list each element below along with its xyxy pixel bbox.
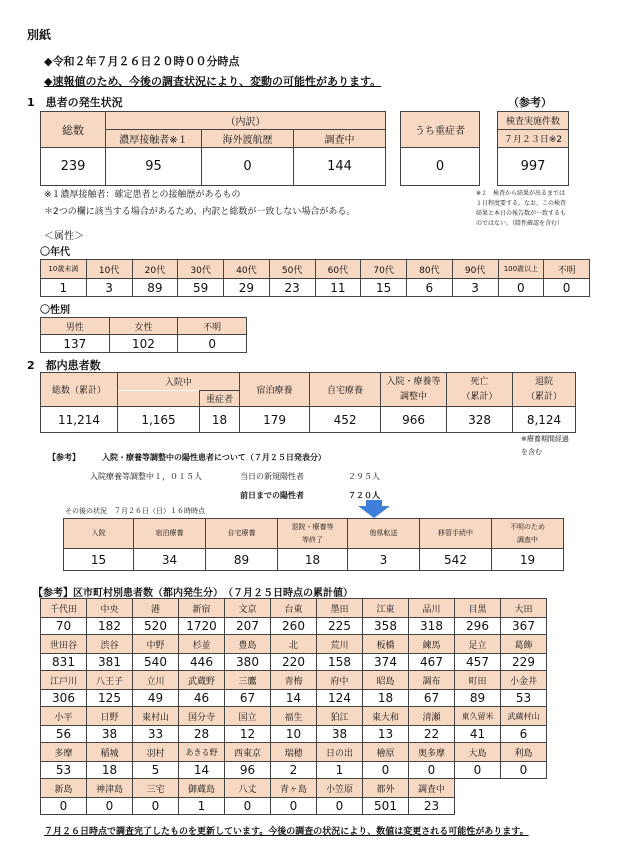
municipality-name-cell: 三宅 (133, 779, 179, 798)
municipality-name-cell: 豊島 (225, 635, 271, 654)
municipality-name-cell: 西東京 (225, 743, 271, 762)
municipality-value-cell: 158 (317, 654, 363, 671)
ref-header-cell: 入院 (64, 519, 134, 549)
severe-table (400, 111, 480, 186)
value-close-contact: 95 (106, 148, 202, 186)
municipality-name-cell: 武蔵村山 (501, 707, 547, 726)
municipality-name-cell: 日の出 (317, 743, 363, 762)
municipality-name-cell: 港 (133, 599, 179, 618)
age-value-cell: 11 (315, 279, 361, 297)
municipality-value-cell: 18 (363, 690, 409, 707)
age-value-cell: 1 (41, 279, 87, 297)
municipality-name-cell: 足立 (455, 635, 501, 654)
municipality-value-cell: 540 (133, 654, 179, 671)
municipality-value-cell: 0 (409, 762, 455, 779)
municipality-value-cell: 14 (271, 690, 317, 707)
municipality-name-cell: 練馬 (409, 635, 455, 654)
municipality-name-cell: 荒川 (317, 635, 363, 654)
ref-title: 入院・療養等調整中の陽性患者について（７月２５日発表分） (102, 453, 326, 462)
age-value-cell: 3 (452, 279, 498, 297)
municipality-value-cell: 56 (41, 726, 87, 743)
municipality-name-cell: 昭島 (363, 671, 409, 690)
value-home: 452 (310, 407, 381, 433)
age-value-cell: 89 (132, 279, 178, 297)
ref-header-cell: 移管手続中 (420, 519, 492, 549)
municipality-name-cell: 八王子 (87, 671, 133, 690)
preliminary-notice: ◆速報値のため、今後の調査状況により、変動の可能性があります。 (44, 75, 382, 88)
municipality-name-cell: 羽村 (133, 743, 179, 762)
municipality-name-cell: 中野 (133, 635, 179, 654)
municipality-name-cell: 立川 (133, 671, 179, 690)
municipality-name-cell: 北 (271, 635, 317, 654)
municipality-name-cell: 小笠原 (317, 779, 363, 798)
municipality-value-cell: 374 (363, 654, 409, 671)
header-tests-date: ７月２３日※2 (498, 130, 569, 148)
note-mismatch: ＊2つの欄に該当する場合があるため、内訳と総数が一致しない場合がある。 (44, 207, 356, 217)
value-cumulative-total: 11,214 (41, 407, 118, 433)
municipality-value-cell: 0 (41, 798, 87, 815)
age-value-cell: 0 (544, 279, 590, 297)
ref-header-cell: 宿泊療養 (134, 519, 206, 549)
municipality-value-cell: 0 (271, 798, 317, 815)
municipality-value-cell: 18 (87, 762, 133, 779)
ref-value-cell: 89 (206, 549, 278, 571)
municipality-name-cell: 三鷹 (225, 671, 271, 690)
note-close-contact: ※１濃厚接触者：確定患者との接触歴があるもの (44, 190, 241, 200)
municipality-name-cell: 中央 (87, 599, 133, 618)
municipality-value-row (41, 762, 547, 779)
header-total: 総数 (41, 112, 106, 148)
age-value-cell: 15 (361, 279, 407, 297)
municipality-name-cell: 八丈 (225, 779, 271, 798)
municipality-name-row (41, 743, 547, 762)
sex-label: 〇性別 (40, 305, 70, 316)
ref-value-cell: 3 (348, 549, 420, 571)
header-home: 自宅療養 (310, 373, 381, 407)
municipality-value-cell: 96 (225, 762, 271, 779)
municipality-value-row (41, 618, 547, 635)
municipality-name-cell: 武蔵野 (179, 671, 225, 690)
age-header-cell: 10歳未満 (41, 260, 87, 279)
municipality-value-row (41, 798, 547, 815)
municipality-value-cell: 381 (87, 654, 133, 671)
header-discharged: 退院 （累計） (513, 373, 576, 407)
municipality-name-cell: 青梅 (271, 671, 317, 690)
sex-header-cell: 男性 (41, 318, 110, 335)
value-total: 239 (41, 148, 106, 186)
municipality-value-cell: 1720 (179, 618, 225, 635)
municipality-value-cell: 23 (409, 798, 455, 815)
municipality-name-cell: 大島 (455, 743, 501, 762)
age-value-cell: 23 (269, 279, 315, 297)
header-adjusting: 入院・療養等 調整中 (381, 373, 447, 407)
municipality-table (40, 598, 547, 815)
municipality-value-cell: 0 (363, 762, 409, 779)
tests-table (497, 111, 569, 186)
municipality-value-cell: 501 (363, 798, 409, 815)
sex-table (40, 317, 247, 353)
municipality-value-cell: 125 (87, 690, 133, 707)
municipality-value-cell: 6 (501, 726, 547, 743)
value-deaths: 328 (447, 407, 513, 433)
municipality-value-cell: 33 (133, 726, 179, 743)
ref-header-cell: 自宅療養 (206, 519, 278, 549)
ref-prev-positive-value: ７２０人 (348, 491, 380, 500)
municipality-name-cell: 福生 (271, 707, 317, 726)
municipality-value-cell: 124 (317, 690, 363, 707)
municipality-name-cell: 国立 (225, 707, 271, 726)
municipality-name-cell: 町田 (455, 671, 501, 690)
municipality-name-cell: あきる野 (179, 743, 225, 762)
municipality-name-cell: 江東 (363, 599, 409, 618)
municipality-value-cell: 5 (133, 762, 179, 779)
municipality-value-cell: 0 (133, 798, 179, 815)
header-investigating: 調査中 (294, 130, 386, 148)
municipality-value-cell: 225 (317, 618, 363, 635)
header-hospitalized: 入院中 (118, 373, 240, 391)
reference-label: （参考） (508, 96, 552, 109)
age-value-cell: 3 (86, 279, 132, 297)
municipality-name-cell: 都外 (363, 779, 409, 798)
value-adjusting: 966 (381, 407, 447, 433)
age-header-cell: 50代 (269, 260, 315, 279)
value-severe-cases: 18 (200, 407, 240, 433)
municipality-name-cell: 東久留米 (455, 707, 501, 726)
municipality-value-cell: 182 (87, 618, 133, 635)
municipality-name-row (41, 599, 547, 618)
municipality-value-cell: 0 (455, 762, 501, 779)
municipality-value-cell: 89 (455, 690, 501, 707)
value-hospitalized: 1,165 (118, 407, 200, 433)
note-discharged: ※療養期間経過 を含む (521, 435, 569, 456)
municipality-value-cell: 0 (317, 798, 363, 815)
ref-value-cell: 34 (134, 549, 206, 571)
attributes-label: ＜属性＞ (44, 231, 84, 242)
ref-header-cell: 不明のため 調査中 (492, 519, 564, 549)
age-header-cell: 20代 (132, 260, 178, 279)
age-table (40, 259, 590, 297)
age-header-cell: 100歳以上 (498, 260, 544, 279)
municipality-name-cell: 江戸川 (41, 671, 87, 690)
ref-value-cell: 19 (492, 549, 564, 571)
municipality-value-cell: 207 (225, 618, 271, 635)
municipality-name-row (41, 671, 547, 690)
municipality-value-cell: 0 (501, 762, 547, 779)
note-tests: ※２ 検査から結果が出るまでは １日程度要する。なお、この検査 結果と本日の報告数が一致するも のではない。（陰性確認を含む） (476, 190, 567, 227)
municipality-name-cell: 青ヶ島 (271, 779, 317, 798)
municipality-value-cell: 22 (409, 726, 455, 743)
age-value-cell: 59 (178, 279, 224, 297)
ref-value-cell: 542 (420, 549, 492, 571)
tokyo-patients-table (40, 372, 576, 433)
municipality-value-cell: 520 (133, 618, 179, 635)
municipality-name-cell: 御蔵島 (179, 779, 225, 798)
page-title: 別紙 (27, 28, 52, 42)
municipality-value-cell: 49 (133, 690, 179, 707)
sex-value-cell: 0 (178, 335, 247, 353)
age-header-cell: 不明 (544, 260, 590, 279)
municipality-name-cell: 多摩 (41, 743, 87, 762)
municipality-value-cell: 220 (271, 654, 317, 671)
header-severe-cases: 重症者 (200, 391, 240, 407)
municipality-name-cell: 文京 (225, 599, 271, 618)
municipality-name-cell: 東大和 (363, 707, 409, 726)
ref-label: 【参考】 (48, 453, 80, 462)
municipality-name-cell: 利島 (501, 743, 547, 762)
municipality-name-cell: 神津島 (87, 779, 133, 798)
municipality-value-cell: 12 (225, 726, 271, 743)
header-breakdown: （内訳） (106, 112, 386, 130)
municipality-name-cell: 調査中 (409, 779, 455, 798)
municipality-value-row (41, 726, 547, 743)
municipality-name-cell: 東村山 (133, 707, 179, 726)
municipality-value-cell: 467 (409, 654, 455, 671)
municipality-value-cell: 28 (179, 726, 225, 743)
municipality-value-cell: 41 (455, 726, 501, 743)
timestamp-line: ◆令和２年７月２６日２０時００分時点 (44, 55, 240, 68)
down-arrow-icon (358, 500, 390, 518)
municipality-name-cell: 渋谷 (87, 635, 133, 654)
municipality-name-cell: 府中 (317, 671, 363, 690)
age-header-cell: 30代 (178, 260, 224, 279)
age-header-cell: 80代 (407, 260, 453, 279)
municipality-name-row (41, 635, 547, 654)
municipality-name-cell: 清瀬 (409, 707, 455, 726)
municipality-value-cell: 0 (225, 798, 271, 815)
municipality-name-cell: 品川 (409, 599, 455, 618)
municipality-value-cell: 367 (501, 618, 547, 635)
section1-heading: 1 患者の発生状況 (27, 96, 123, 109)
municipality-name-row (41, 707, 547, 726)
municipality-value-cell: 1 (179, 798, 225, 815)
municipality-value-cell: 446 (179, 654, 225, 671)
ref-header-cell: 他県転送 (348, 519, 420, 549)
ref-new-positive-label: 当日の新規陽性者 (240, 472, 304, 481)
municipality-name-cell: 板橋 (363, 635, 409, 654)
municipality-name-cell: 葛飾 (501, 635, 547, 654)
municipality-name-cell: 大田 (501, 599, 547, 618)
municipality-name-cell: 小平 (41, 707, 87, 726)
municipality-value-cell: 67 (409, 690, 455, 707)
municipality-value-cell: 358 (363, 618, 409, 635)
municipality-value-cell: 260 (271, 618, 317, 635)
municipality-value-cell: 457 (455, 654, 501, 671)
ref-value-cell: 15 (64, 549, 134, 571)
municipality-name-cell: 杉並 (179, 635, 225, 654)
age-label: 〇年代 (40, 247, 70, 258)
municipality-name-cell: 稲城 (87, 743, 133, 762)
municipality-name-cell: 日野 (87, 707, 133, 726)
municipality-name-cell: 奥多摩 (409, 743, 455, 762)
header-overseas: 海外渡航歴 (202, 130, 294, 148)
municipality-value-cell: 2 (271, 762, 317, 779)
municipality-name-cell: 千代田 (41, 599, 87, 618)
ref-adjusting-count: 入院療養等調整中１，０１５人 (90, 472, 202, 481)
municipality-name-cell: 新宿 (179, 599, 225, 618)
municipality-title: 【参考】区市町村別患者数（都内発生分） （７月２５日時点の累計値） (33, 588, 353, 599)
municipality-name-cell: 狛江 (317, 707, 363, 726)
header-severe: うち重症者 (401, 112, 480, 148)
municipality-value-cell: 0 (87, 798, 133, 815)
value-tests: 997 (498, 148, 569, 186)
municipality-value-cell: 10 (271, 726, 317, 743)
age-header-cell: 40代 (224, 260, 270, 279)
value-discharged: 8,124 (513, 407, 576, 433)
municipality-value-cell: 70 (41, 618, 87, 635)
municipality-value-cell: 318 (409, 618, 455, 635)
municipality-name-cell: 台東 (271, 599, 317, 618)
municipality-value-cell: 306 (41, 690, 87, 707)
sex-header-cell: 女性 (109, 318, 178, 335)
municipality-name-cell: 世田谷 (41, 635, 87, 654)
ref-prev-positive-label: 前日までの陽性者 (240, 491, 304, 500)
sex-value-cell: 137 (41, 335, 110, 353)
header-deaths: 死亡 （累計） (447, 373, 513, 407)
ref-value-cell: 18 (278, 549, 348, 571)
age-value-cell: 0 (498, 279, 544, 297)
municipality-value-cell: 296 (455, 618, 501, 635)
municipality-name-cell: 調布 (409, 671, 455, 690)
section2-heading: 2 都内患者数 (27, 359, 101, 372)
municipality-name-cell: 檜原 (363, 743, 409, 762)
header-hotel: 宿泊療養 (240, 373, 310, 407)
age-value-cell: 6 (407, 279, 453, 297)
age-header-cell: 10代 (86, 260, 132, 279)
header-tests: 検査実施件数 (498, 112, 569, 130)
municipality-name-cell: 墨田 (317, 599, 363, 618)
municipality-value-cell: 53 (41, 762, 87, 779)
municipality-value-cell: 53 (501, 690, 547, 707)
sex-header-cell: 不明 (178, 318, 247, 335)
municipality-value-cell: 38 (87, 726, 133, 743)
age-header-cell: 70代 (361, 260, 407, 279)
municipality-value-cell: 67 (225, 690, 271, 707)
sex-value-cell: 102 (109, 335, 178, 353)
municipality-name-cell: 目黒 (455, 599, 501, 618)
ref-status-table (63, 518, 564, 571)
municipality-value-cell: 380 (225, 654, 271, 671)
patient-status-table (40, 111, 386, 186)
ref-new-positive-value: ２９５人 (348, 472, 380, 481)
municipality-value-cell: 38 (317, 726, 363, 743)
municipality-name-row (41, 779, 547, 798)
municipality-value-cell: 229 (501, 654, 547, 671)
footer-notice: ７月２６日時点で調査完了したものを更新しています。今後の調査の状況により、数値は変更される可能性があります。 (44, 827, 529, 837)
municipality-name-cell: 国分寺 (179, 707, 225, 726)
municipality-value-cell: 14 (179, 762, 225, 779)
ref-status-line: その後の状況 ７月２６日（日）１６時時点 (65, 507, 205, 515)
value-hotel: 179 (240, 407, 310, 433)
age-value-cell: 29 (224, 279, 270, 297)
value-severe: 0 (401, 148, 480, 186)
municipality-value-row (41, 654, 547, 671)
municipality-value-cell: 13 (363, 726, 409, 743)
header-cumulative-total: 総数（累計） (41, 373, 118, 407)
age-header-cell: 60代 (315, 260, 361, 279)
municipality-value-cell: 1 (317, 762, 363, 779)
municipality-value-cell: 46 (179, 690, 225, 707)
municipality-value-row (41, 690, 547, 707)
value-overseas: 0 (202, 148, 294, 186)
municipality-name-cell: 小金井 (501, 671, 547, 690)
municipality-name-cell: 新島 (41, 779, 87, 798)
value-investigating: 144 (294, 148, 386, 186)
ref-header-cell: 退院・療養等 等終了 (278, 519, 348, 549)
municipality-value-cell: 831 (41, 654, 87, 671)
municipality-name-cell: 瑞穂 (271, 743, 317, 762)
header-close-contact: 濃厚接触者※１ (106, 130, 202, 148)
age-header-cell: 90代 (452, 260, 498, 279)
